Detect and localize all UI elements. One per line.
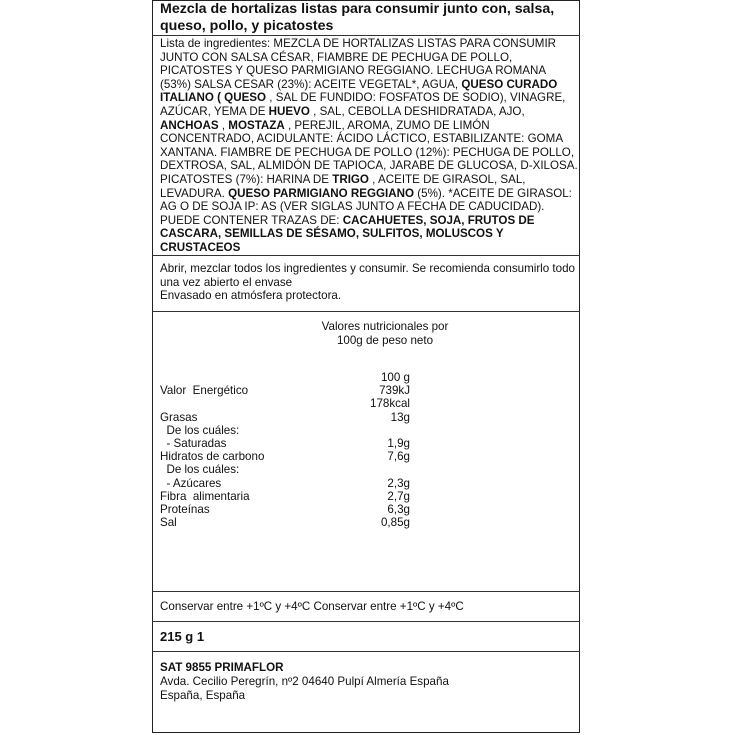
nutrition-label: Hidratos de carbono bbox=[160, 450, 265, 463]
ingredient-text: , PEREJIL, AROMA, ZUMO DE LIMÓN CONCENTRADO, ACIDULANTE: ÁCIDO LÁCTICO, ESTABILIZANTE: GOMA XANTANA. FIAMBRE DE PECHUGA DE POLLO (12%): PECHUGA DE POLLO, DEXTROSA, SAL, ALMIDÓN DE TAPIOCA, JARABE DE GLUCOSA, D-XILOSA. PICATOSTES (7%): HARINA DE bbox=[160, 118, 578, 186]
nutrition-row bbox=[160, 463, 560, 476]
divider bbox=[152, 651, 580, 652]
company-country: España, España bbox=[160, 689, 246, 702]
ingredient-text: (5%). *ACEITE DE GIRASOL: AG O DE SOJA IP: AS (VER SIGLAS JUNTO A FECHA DE CADUCIDAD). PUEDE CONTENER TRAZAS DE: bbox=[160, 186, 572, 227]
divider bbox=[152, 621, 580, 622]
nutrition-column-header bbox=[160, 371, 560, 384]
nutrition-row bbox=[160, 397, 560, 410]
nutrition-label: Proteínas bbox=[160, 503, 210, 516]
ingredient-text: , bbox=[218, 118, 229, 132]
nutrition-row bbox=[160, 490, 560, 503]
ingredient-text: , SAL, CEBOLLA DESHIDRATADA, AJO, bbox=[309, 104, 525, 118]
nutrition-row bbox=[160, 411, 560, 424]
allergen-text: QUESO PARMIGIANO REGGIANO bbox=[228, 186, 415, 200]
divider bbox=[152, 311, 580, 312]
nutrition-value: 2,7g bbox=[387, 490, 410, 503]
allergen-text: CACAHUETES, SOJA, FRUTOS DE CASCARA, SEMILLAS DE SÉSAMO, SULFITOS, MOLUSCOS Y CRUSTACEOS bbox=[160, 213, 535, 254]
nutrition-row bbox=[160, 450, 560, 463]
nutrition-label: - Azúcares bbox=[160, 477, 222, 490]
allergen-text: TRIGO bbox=[332, 172, 369, 186]
ingredient-text: , SAL DE FUNDIDO: FOSFATOS DE SODIO), VINAGRE, AZÚCAR, YEMA DE bbox=[160, 91, 566, 118]
nutrition-value: 7,6g bbox=[387, 450, 410, 463]
nutrition-value: 6,3g bbox=[387, 503, 410, 516]
nutrition-value: 2,3g bbox=[387, 477, 410, 490]
nutrition-label: Fibra alimentaria bbox=[160, 490, 250, 503]
allergen-text: HUEVO bbox=[268, 104, 310, 118]
nutrition-value: 739kJ bbox=[379, 384, 410, 397]
nutrition-header: Valores nutricionales por 100g de peso neto bbox=[321, 320, 449, 347]
conservation-text: Conservar entre +1ºC y +4ºC Conservar entre +1ºC y +4ºC bbox=[160, 600, 464, 613]
nutrition-value: 13g bbox=[390, 411, 410, 424]
nutrition-label: De los cuáles: bbox=[160, 424, 240, 437]
divider bbox=[152, 35, 580, 36]
nutrition-row bbox=[160, 516, 560, 529]
nutrition-value: 0,85g bbox=[380, 516, 410, 529]
preparation-text: Abrir, mezclar todos los ingredientes y consumir. Se recomienda consumirlo todo una vez abierto el envase bbox=[160, 262, 575, 289]
ingredients-list bbox=[160, 37, 578, 255]
ingredient-text: Lista de ingredientes: MEZCLA DE HORTALIZAS LISTAS PARA CONSUMIR JUNTO CON SALSA CÉSAR, FIAMBRE DE PECHUGA DE POLLO, PICATOSTES Y QUESO PARMIGIANO REGGIANO. LECHUGA ROMANA (53%) SALSA CESAR (23%): ACEITE VEGETAL*, AGUA, bbox=[160, 37, 557, 91]
product-title: Mezcla de hortalizas listas para consumir junto con, salsa, queso, pollo, y picatostes bbox=[160, 1, 555, 34]
nutrition-row bbox=[160, 384, 560, 397]
nutrition-label: - Saturadas bbox=[160, 437, 227, 450]
nutrition-row bbox=[160, 477, 560, 490]
company-name: SAT 9855 PRIMAFLOR bbox=[160, 661, 284, 674]
divider bbox=[152, 255, 580, 256]
allergen-text: MOSTAZA bbox=[228, 118, 285, 132]
ingredient-text: , ACEITE DE GIRASOL, SAL, LEVADURA. bbox=[160, 172, 526, 200]
nutrition-label: Sal bbox=[160, 516, 177, 529]
nutrition-label: Valor Energético bbox=[160, 384, 249, 397]
net-weight: 215 g 1 bbox=[160, 629, 205, 644]
nutrition-value: 1,9g bbox=[387, 437, 410, 450]
nutrition-row bbox=[160, 437, 560, 450]
divider bbox=[152, 591, 580, 592]
nutrition-label: Grasas bbox=[160, 411, 198, 424]
nutrition-row bbox=[160, 424, 560, 437]
preparation-section bbox=[160, 262, 578, 303]
nutrition-value: 178kcal bbox=[370, 397, 410, 410]
company-address: Avda. Cecilio Peregrín, nº2 04640 Pulpí Almería España bbox=[160, 675, 449, 688]
nutrition-column-label: 100 g bbox=[380, 371, 410, 384]
nutrition-row bbox=[160, 503, 560, 516]
packaging-text: Envasado en atmósfera protectora. bbox=[160, 289, 342, 303]
nutrition-label: De los cuáles: bbox=[160, 463, 240, 476]
allergen-text: ANCHOAS bbox=[160, 118, 219, 132]
allergen-text: QUESO CURADO ITALIANO ( QUESO bbox=[160, 77, 558, 105]
